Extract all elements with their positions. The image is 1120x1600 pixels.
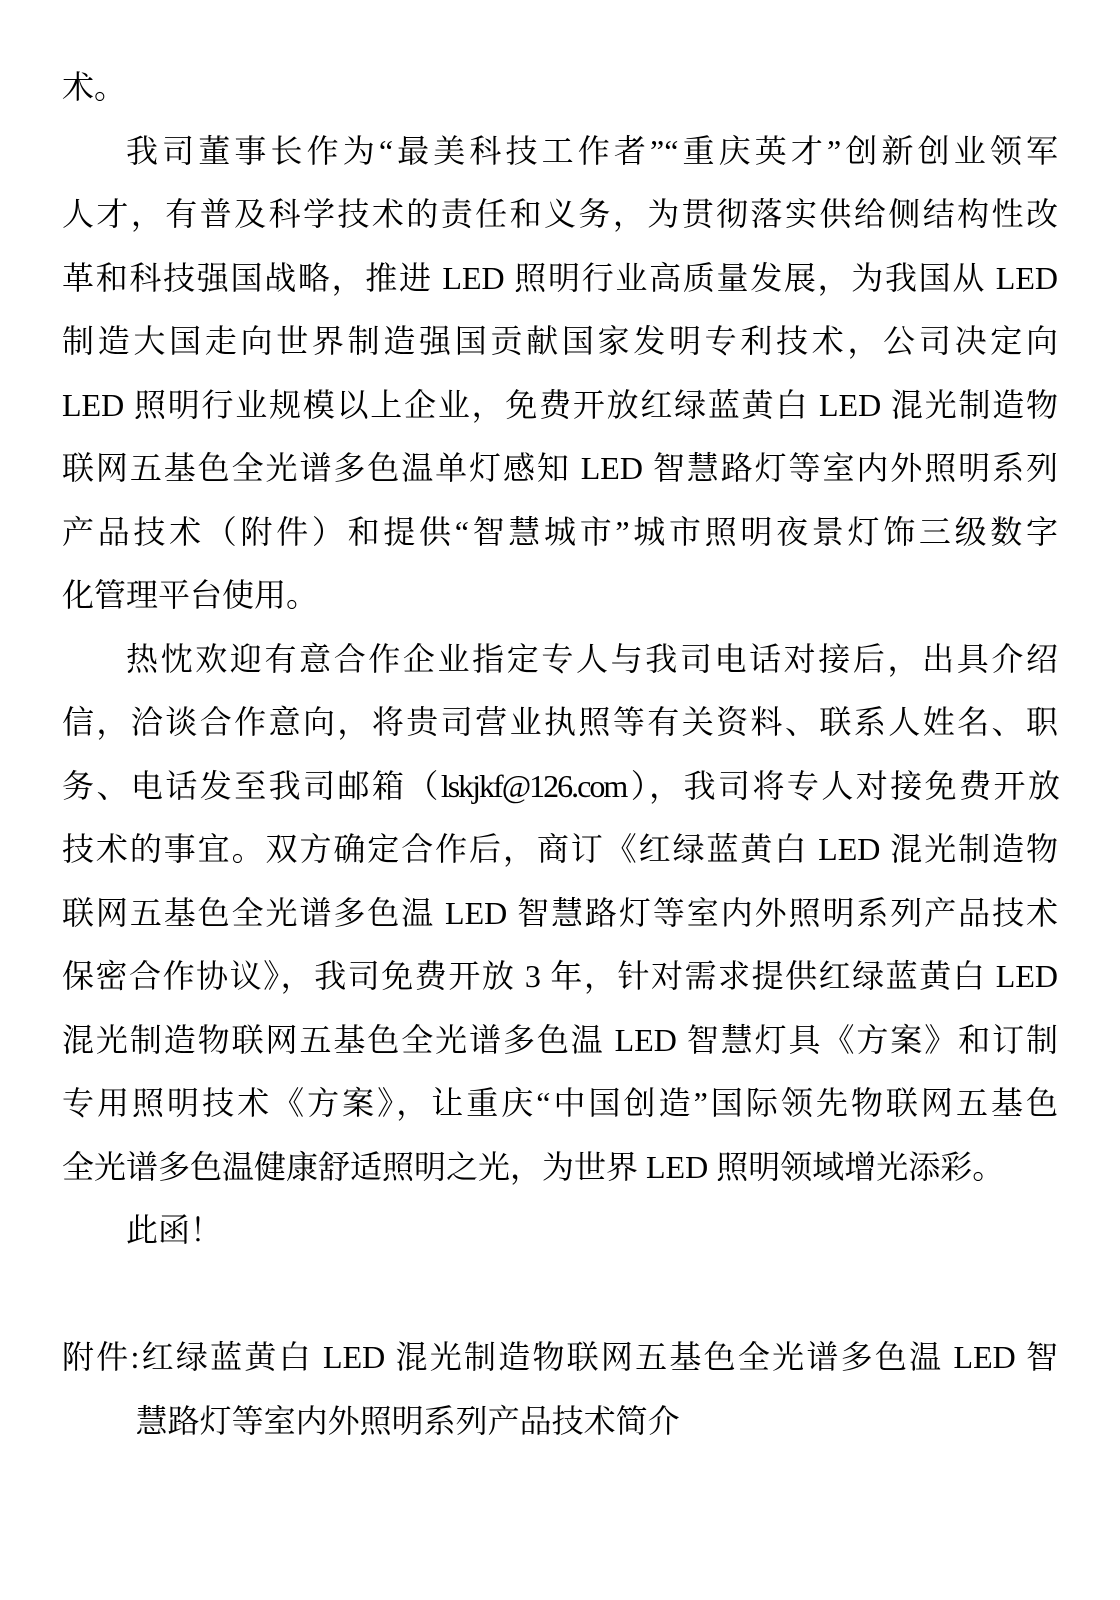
- body-paragraph2-line3-email: 务、电话发至我司邮箱（lskjkf@126.com），我司将专人对接免费开放: [62, 767, 1058, 804]
- body-paragraph2-line7: 混光制造物联网五基色全光谱多色温 LED 智慧灯具《方案》和订制: [62, 1021, 1058, 1058]
- body-paragraph1-line4: 制造大国走向世界制造强国贡献国家发明专利技术，公司决定向: [62, 323, 1058, 359]
- body-paragraph1-line6: 联网五基色全光谱多色温单灯感知 LED 智慧路灯等室内外照明系列: [62, 450, 1058, 486]
- text-lines: [62, 56, 1058, 1453]
- body-paragraph1-line3: 革和科技强国战略，推进 LED 照明行业高质量发展，为我国从 LED: [62, 259, 1058, 296]
- body-paragraph1-line2: 人才，有普及科学技术的责任和义务，为贯彻落实供给侧结构性改: [62, 196, 1058, 232]
- blank-line: [62, 1263, 1058, 1327]
- attachment-heading-line1: 附件:红绿蓝黄白 LED 混光制造物联网五基色全光谱多色温 LED 智: [62, 1339, 1058, 1375]
- body-paragraph2-line5: 联网五基色全光谱多色温 LED 智慧路灯等室内外照明系列产品技术: [62, 894, 1058, 931]
- continuation-line: 术。: [62, 69, 127, 105]
- body-paragraph2-line6: 保密合作协议》，我司免费开放 3 年，针对需求提供红绿蓝黄白 LED: [62, 958, 1058, 994]
- body-paragraph2-line1: 热忱欢迎有意合作企业指定专人与我司电话对接后，出具介绍: [126, 640, 1058, 677]
- body-paragraph1-line5: LED 照明行业规模以上企业，免费开放红绿蓝黄白 LED 混光制造物: [62, 386, 1058, 423]
- body-paragraph1-line1: 我司董事长作为“最美科技工作者”“重庆英才”创新创业领军: [126, 132, 1058, 169]
- body-paragraph2-line4: 技术的事宜。双方确定合作后，商订《红绿蓝黄白 LED 混光制造物: [62, 831, 1058, 867]
- body-paragraph1-line8: 化管理平台使用。: [62, 577, 319, 613]
- body-paragraph2-line9: 全光谱多色温健康舒适照明之光，为世界 LED 照明领域增光添彩。: [62, 1148, 1005, 1185]
- attachment-heading-line2: 慧路灯等室内外照明系列产品技术简介: [135, 1402, 680, 1439]
- closing-line: 此函！: [126, 1212, 223, 1248]
- body-paragraph2-line8: 专用照明技术《方案》，让重庆“中国创造”国际领先物联网五基色: [62, 1085, 1058, 1121]
- body-paragraph2-line2: 信，洽谈合作意向，将贵司营业执照等有关资料、联系人姓名、职: [62, 704, 1058, 740]
- body-paragraph1-line7: 产品技术（附件）和提供“智慧城市”城市照明夜景灯饰三级数字: [62, 513, 1058, 550]
